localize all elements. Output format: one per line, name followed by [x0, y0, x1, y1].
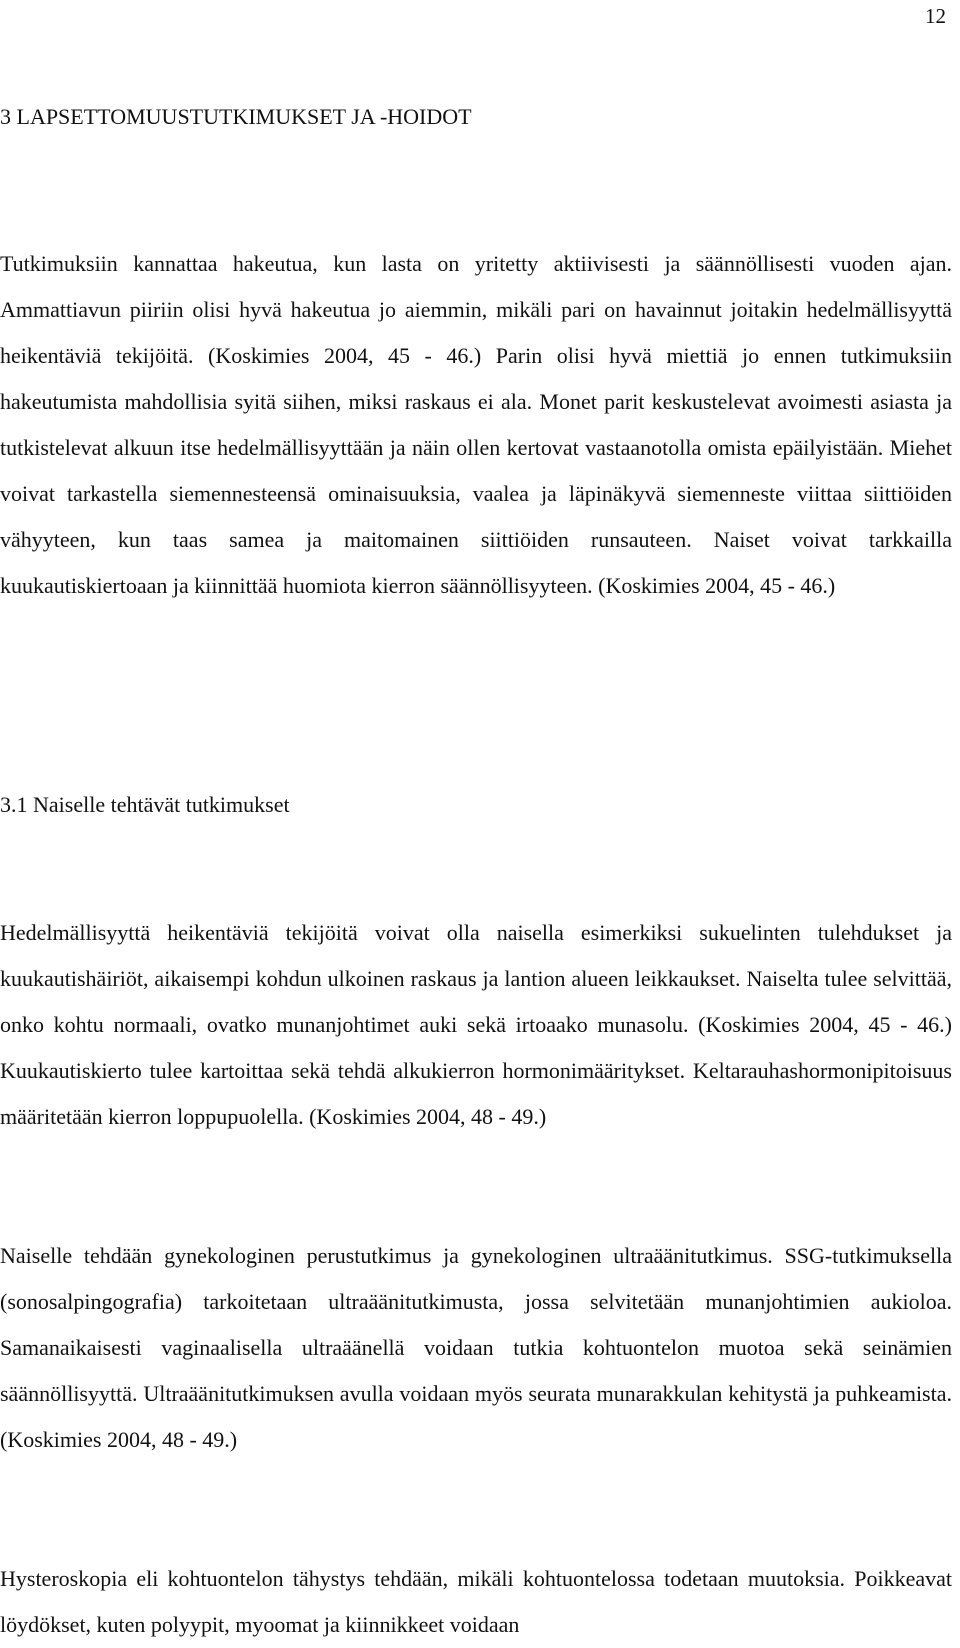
section-paragraph-2: Naiselle tehdään gynekologinen perustutkimus ja gynekologinen ultraäänitutkimus. SSG-tutkimuksella (sonosalpingografia) tarkoitetaan ultraäänitutkimusta, jossa selvitetään munanjohtimien aukioloa. Samanaikaisesti vaginaalisella ultraäänellä voidaan tutkia kohtuontelon muotoa sekä seinämien säännöllisyyttä. Ultraäänitutkimuksen avulla voidaan myös seurata munarakkulan kehitystä ja puhkeamista. (Koskimies 2004, 48 - 49.)	[0, 1243, 952, 1452]
section-paragraph-1: Hedelmällisyyttä heikentäviä tekijöitä voivat olla naisella esimerkiksi sukuelinten tulehdukset ja kuukautishäiriöt, aikaisempi kohdun ulkoinen raskaus ja lantion alueen leikkaukset. Naiselta tulee selvittää, onko kohtu normaali, ovatko munanjohtimet auki sekä irtoaako munasolu. (Koskimies 2004, 45 - 46.) Kuukautiskierto tulee kartoittaa sekä tehdä alkukierron hormonimääritykset. Keltarauhashormonipitoisuus määritetään kierron loppupuolella. (Koskimies 2004, 48 - 49.)	[0, 920, 952, 1129]
section-title: 3.1 Naiselle tehtävät tutkimukset	[0, 792, 290, 817]
chapter-title: 3 LAPSETTOMUUSTUTKIMUKSET JA -HOIDOT	[0, 104, 472, 129]
page-number: 12	[925, 4, 946, 28]
section-paragraph-3: Hysteroskopia eli kohtuontelon tähystys tehdään, mikäli kohtuontelossa todetaan muutoksia. Poikkeavat löydökset, kuten polyypit, myoomat ja kiinnikkeet voidaan	[0, 1566, 952, 1637]
intro-paragraph: Tutkimuksiin kannattaa hakeutua, kun lasta on yritetty aktiivisesti ja säännöllisesti vuoden ajan. Ammattiavun piiriin olisi hyvä hakeutua jo aiemmin, mikäli pari on havainnut joitakin hedelmällisyyttä heikentäviä tekijöitä. (Koskimies 2004, 45 - 46.) Parin olisi hyvä miettiä jo ennen tutkimuksiin hakeutumista mahdollisia syitä siihen, miksi raskaus ei ala. Monet parit keskustelevat avoimesti asiasta ja tutkistelevat alkuun itse hedelmällisyyttään ja näin ollen kertovat vastaanotolla omista epäilyistään. Miehet voivat tarkastella siemennesteensä ominaisuuksia, vaalea ja läpinäkyvä siemenneste viittaa siittiöiden vähyyteen, kun taas samea ja maitomainen siittiöiden runsauteen. Naiset voivat tarkkailla kuukautiskiertoaan ja kiinnittää huomiota kierron säännöllisyyteen. (Koskimies 2004, 45 - 46.)	[0, 251, 952, 598]
